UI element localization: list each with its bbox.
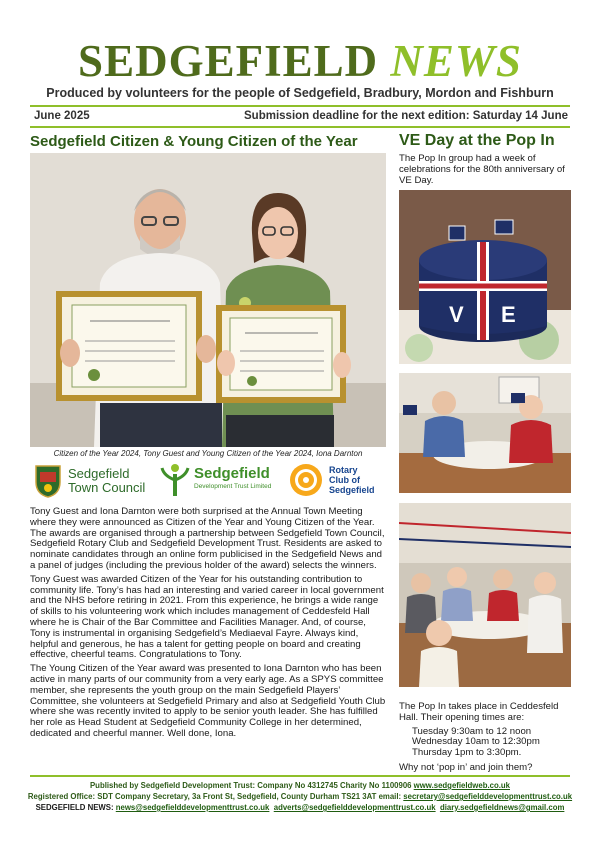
main-paragraph-3: The Young Citizen of the Year award was presented to Iona Darnton who has been active in many parts of our community from a very early age. As a SPYS committee member, she represents the youth group on the main Sedgefield Players’ Committee, she volunteers at Sedgefield Primary and also at Sedgefield Youth Club where she was recently invited to apply to be senior youth leader. She has fulfilled her role as Head Student at Sedgefield Community College in her determined, dedicated and cheerful manner. Well done, Iona. [30, 663, 386, 739]
cake-letter-e: E [501, 302, 516, 327]
submission-deadline: Submission deadline for the next edition: Saturday 14 June [244, 110, 568, 122]
main-paragraph-2: Tony Guest was awarded Citizen of the Year for his outstanding contribution to community life. Tony’s has had an interesting and varied career in local government and the NHS before retiring in 2021. From this experience, he brings a wide range of skills to his volunteering work which includes management of Ceddesfeld Hall where he is Chair of the Bar Committee and Facilities Manager. And, of course, Tony is instrumental in organising Sedgefield’s Mediaeval Fayre. Always kind, helpful and generous, he has a talent for getting people on board and creating effective, cheerful teams. Congratulations to Tony. [30, 573, 384, 661]
side-article-intro: The Pop In group had a week of celebrations for the 80th anniversary of VE Day. [399, 153, 565, 186]
footer-line-1 [0, 780, 600, 791]
council-name-line2: Town Council [68, 480, 146, 495]
pop-in-group-photo-2 [399, 503, 571, 687]
diary-email-link[interactable]: diary.sedgefieldnews@gmail.com [439, 803, 565, 812]
footer-line-2 [0, 791, 600, 802]
top-rule [30, 105, 570, 107]
masthead-news: NEWS [390, 36, 522, 86]
issue-date: June 2025 [34, 110, 90, 122]
photo-caption: Citizen of the Year 2024, Tony Guest and Young Citizen of the Year 2024, Iona Darnton [53, 449, 363, 458]
footer-line-3 [0, 802, 600, 813]
footer-rule [30, 775, 570, 777]
main-article-heading: Sedgefield Citizen & Young Citizen of the Year [30, 133, 358, 150]
main-paragraph-1: Tony Guest and Iona Darnton were both surprised at the Annual Town Meeting where they were announced as Citizen of the Year and Young Citizen of the Year. The awards are organised through a partnership between Sedgefield Town Council, Sedgefield Rotary Club and Sedgefield Development Trust. Residents are asked to nominate candidates through an online form publicised in the Sedgefield News and a panel of judges (including the previous holder of the award) selects the winners. [30, 506, 385, 571]
rotary-wheel-icon [288, 462, 324, 498]
rotary-line1: Rotary [329, 465, 358, 475]
opening-times [399, 727, 571, 759]
pop-in-info [399, 702, 571, 777]
tagline: Produced by volunteers for the people of Sedgefield, Bradbury, Mordon and Fishburn [46, 86, 554, 100]
tree-people-icon [160, 462, 190, 498]
side-article-heading: VE Day at the Pop In [399, 132, 555, 149]
trust-name-line1: Sedgefield [194, 465, 270, 482]
opening-time-thursday: Thursday 1pm to 3:30pm. [412, 747, 522, 759]
registered-office: Registered Office: SDT Company Secretary, 3a Front St, Sedgefield, County Durham TS21 3AT email: [27, 792, 402, 801]
award-winners-photo [30, 153, 386, 447]
opening-time-wednesday: Wednesday 10am to 12:30pm [412, 736, 540, 748]
news-label: SEDGEFIELD NEWS: [35, 803, 114, 812]
trust-name-line2: Development Trust Limited [194, 483, 272, 490]
dateline-rule [30, 126, 570, 128]
dateline [34, 110, 568, 122]
news-email-link[interactable]: news@sedgefielddevelopmenttrust.co.uk [115, 803, 270, 812]
rotary-club-logo [288, 462, 375, 498]
cake-letter-v: V [449, 302, 464, 327]
website-link[interactable]: www.sedgefieldweb.co.uk [413, 781, 510, 790]
pop-in-group-photo-1 [399, 373, 571, 493]
ve-day-cake-photo [399, 190, 571, 364]
secretary-email-link[interactable]: secretary@sedgefielddevelopmenttrust.co.uk [403, 792, 573, 801]
development-trust-logo [160, 462, 271, 498]
rotary-line2: Club of [329, 475, 360, 485]
main-article-body [30, 507, 388, 743]
pop-in-intro: The Pop In takes place in Ceddesfeld Hall. Their opening times are: [399, 701, 559, 723]
publisher-info: Published by Sedgefield Development Trust: Company No 4312745 Charity No 1100906 [89, 781, 412, 790]
town-council-logo [34, 464, 145, 498]
opening-time-tuesday: Tuesday 9:30am to 12 noon [412, 725, 532, 737]
pop-in-closing: Why not ‘pop in’ and join them? [399, 761, 533, 773]
adverts-email-link[interactable]: adverts@sedgefielddevelopmenttrust.co.uk [273, 803, 436, 812]
masthead-sedgefield: SEDGEFIELD [78, 36, 391, 86]
masthead [0, 36, 600, 86]
town-council-crest-icon [34, 464, 62, 498]
council-name-line1: Sedgefield [68, 466, 130, 481]
rotary-line3: Sedgefield [329, 485, 375, 495]
